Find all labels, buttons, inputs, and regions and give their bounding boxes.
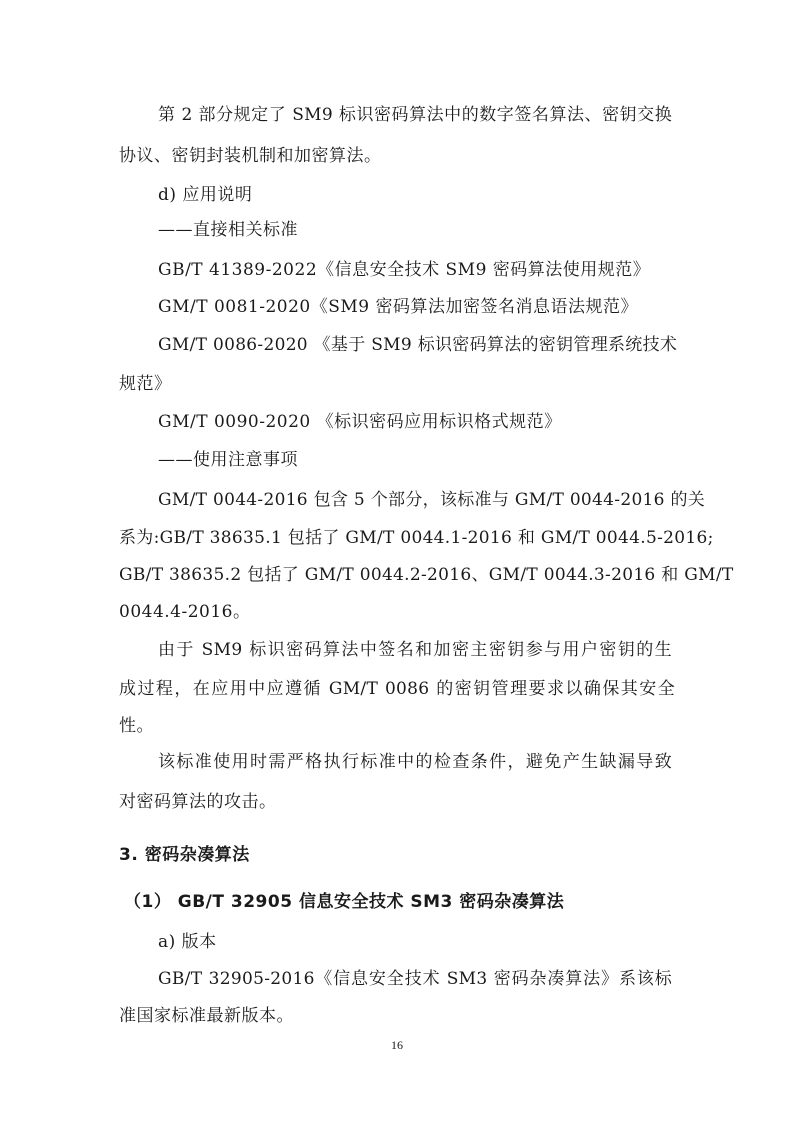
paragraph-line: GB/T 32905-2016《信息安全技术 SM3 密码杂凑算法》系该标 <box>158 969 672 989</box>
paragraph-line: 对密码算法的攻击。 <box>119 792 277 812</box>
paragraph-line: 由于 SM9 标识密码算法中签名和加密主密钥参与用户密钥的生 <box>158 640 672 660</box>
section-heading: 3. 密码杂凑算法 <box>119 845 250 865</box>
paragraph-line: 性。 <box>119 716 154 736</box>
page-number: 16 <box>391 1038 403 1052</box>
list-item-label: d) 应用说明 <box>158 185 253 205</box>
subsection-heading: （1） GB/T 32905 信息安全技术 SM3 密码杂凑算法 <box>124 892 565 912</box>
paragraph-line: 成过程，在应用中应遵循 GM/T 0086 的密钥管理要求以确保其安全 <box>119 679 675 699</box>
paragraph-line: 协议、密钥封装机制和加密算法。 <box>119 146 382 166</box>
paragraph-line: 准国家标准最新版本。 <box>119 1006 294 1026</box>
standard-reference-continued: 规范》 <box>119 374 172 394</box>
subheading-usage-notes: ——使用注意事项 <box>158 450 298 470</box>
paragraph-line: 0044.4-2016。 <box>119 602 251 622</box>
paragraph-line: 第 2 部分规定了 SM9 标识密码算法中的数字签名算法、密钥交换 <box>158 105 672 125</box>
paragraph-line: 该标准使用时需严格执行标准中的检查条件，避免产生缺漏导致 <box>158 752 672 772</box>
standard-reference: GM/T 0081-2020《SM9 密码算法加密签名消息语法规范》 <box>158 297 639 317</box>
subheading-direct-standards: ——直接相关标准 <box>158 220 298 240</box>
paragraph-line: GB/T 38635.2 包括了 GM/T 0044.2-2016、GM/T 0044.3-2016 和 GM/T <box>119 565 734 585</box>
list-item-label: a) 版本 <box>158 932 217 952</box>
standard-reference: GM/T 0086-2020 《基于 SM9 标识密码算法的密钥管理系统技术 <box>158 335 678 355</box>
standard-reference: GM/T 0090-2020 《标识密码应用标识格式规范》 <box>158 412 562 432</box>
paragraph-line: GM/T 0044-2016 包含 5 个部分，该标准与 GM/T 0044-2016 的关 <box>158 490 706 510</box>
standard-reference: GB/T 41389-2022《信息安全技术 SM9 密码算法使用规范》 <box>158 260 651 280</box>
paragraph-line: 系为:GB/T 38635.1 包括了 GM/T 0044.1-2016 和 GM/T 0044.5-2016; <box>119 528 714 548</box>
